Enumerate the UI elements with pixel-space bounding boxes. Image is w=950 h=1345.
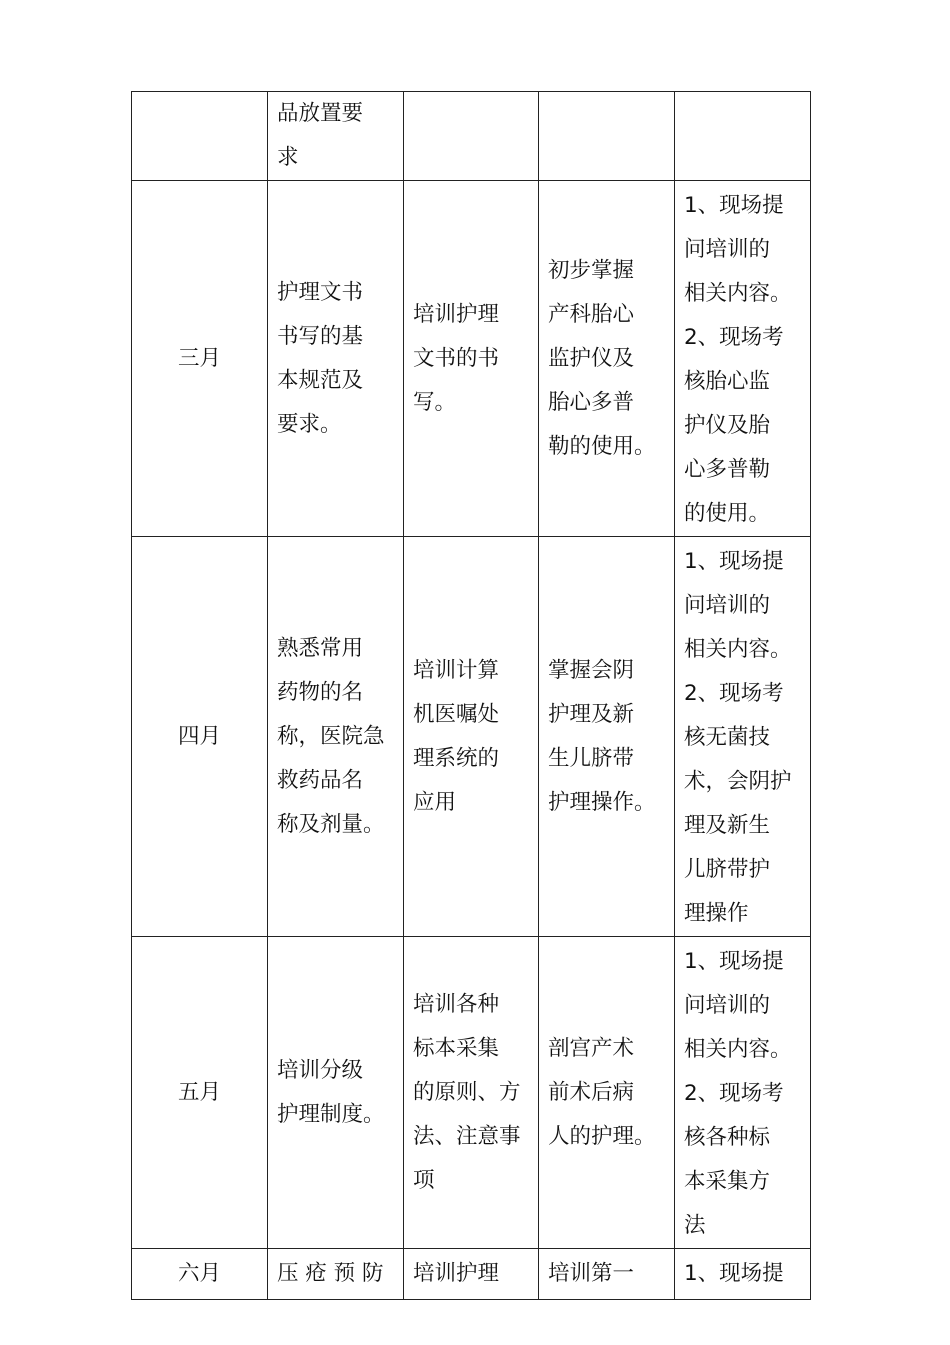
table-row	[132, 181, 811, 537]
cell-text: 护理文书 书写的基 本规范及 要求。	[277, 279, 364, 437]
content-cell	[675, 92, 811, 181]
month-cell	[132, 537, 268, 937]
cell-text: 熟悉常用 药物的名 称，医院急 救药品名 称及剂量。	[277, 635, 385, 837]
month-label: 四月	[177, 723, 221, 749]
cell-text: 培训第一	[548, 1261, 635, 1286]
content-cell	[404, 92, 539, 181]
cell-text: 掌握会阴 护理及新 生儿脐带 护理操作。	[548, 657, 656, 815]
content-cell	[404, 181, 539, 537]
content-cell	[675, 937, 811, 1249]
cell-text: 1、现场提 问培训的 相关内容。 2、现场考 核无菌技 术，会阴护 理及新生 儿脐带护 理操作	[684, 549, 792, 926]
table-row	[132, 92, 811, 181]
table-row	[132, 1249, 811, 1300]
content-cell	[675, 537, 811, 937]
content-cell	[539, 937, 675, 1249]
cell-text: 品放置要 求	[277, 101, 364, 170]
table-row	[132, 537, 811, 937]
cell-text: 1、现场提 问培训的 相关内容。 2、现场考 核胎心监 护仪及胎 心多普勒 的使用。	[684, 193, 792, 526]
content-cell	[675, 1249, 811, 1300]
cell-text: 剖宫产术 前术后病 人的护理。	[548, 1035, 656, 1149]
cell-text: 培训护理	[413, 1261, 500, 1286]
content-cell	[268, 937, 404, 1249]
table-row	[132, 937, 811, 1249]
cell-text: 压 疮 预 防	[277, 1261, 384, 1286]
content-cell	[539, 537, 675, 937]
cell-text: 初步掌握 产科胎心 监护仪及 胎心多普 勒的使用。	[548, 257, 656, 459]
content-cell	[268, 537, 404, 937]
cell-text: 培训各种 标本采集 的原则、方 法、注意事 项	[413, 991, 521, 1193]
month-cell	[132, 181, 268, 537]
month-cell	[132, 92, 268, 181]
cell-text: 培训计算 机医嘱处 理系统的 应用	[413, 657, 500, 815]
content-cell	[404, 937, 539, 1249]
month-label: 六月	[177, 1261, 221, 1286]
content-cell	[539, 1249, 675, 1300]
training-plan-table	[131, 91, 811, 1300]
content-cell	[268, 1249, 404, 1300]
month-cell	[132, 1249, 268, 1300]
cell-text: 1、现场提 问培训的 相关内容。 2、现场考 核各种标 本采集方 法	[684, 949, 792, 1238]
cell-text: 1、现场提	[684, 1261, 784, 1286]
content-cell	[539, 181, 675, 537]
month-label: 五月	[177, 1079, 221, 1105]
content-cell	[268, 181, 404, 537]
month-label: 三月	[177, 345, 221, 371]
content-cell	[675, 181, 811, 537]
cell-text: 培训分级 护理制度。	[277, 1057, 385, 1127]
content-cell	[539, 92, 675, 181]
month-cell	[132, 937, 268, 1249]
content-cell	[404, 537, 539, 937]
cell-text: 培训护理 文书的书 写。	[413, 301, 500, 415]
content-cell	[268, 92, 404, 181]
content-cell	[404, 1249, 539, 1300]
